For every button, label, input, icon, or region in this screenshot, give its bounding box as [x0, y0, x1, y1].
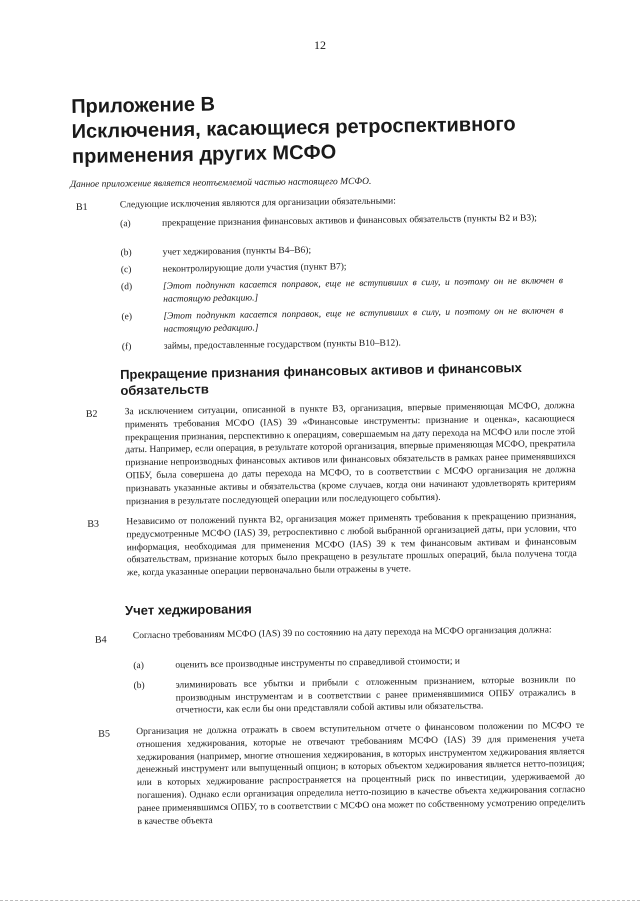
- list-item-text: оценить все производные инструменты по справедливой стоимости; и: [175, 656, 461, 671]
- paragraph-number-b4: B4: [94, 634, 107, 646]
- appendix-title-line2: Исключения, касающиеся ретроспективного: [71, 113, 516, 143]
- paragraph-number-b3: B3: [87, 518, 100, 530]
- paragraph-number-b2: B2: [85, 408, 98, 420]
- list-item-text: займы, предоставленные государством (пункты B10–B12).: [163, 338, 401, 352]
- list-marker: (b): [133, 681, 145, 692]
- list-item-text: [Этот подпункт касается поправок, еще не вступивших в силу, и поэтому он не включен в настоящую редакцию.]: [163, 306, 564, 335]
- list-marker: (d): [120, 282, 133, 293]
- list-marker: (a): [133, 661, 144, 672]
- list-marker: (b): [120, 248, 132, 259]
- list-item-text: учет хеджирования (пункты B4–B6);: [162, 245, 312, 258]
- list-item-text: элиминировать все убытки и прибыли с отложенным признанием, которые возникли по производным инструментам и в соответствии с ранее применявшимися ОПБУ отражались в отчетности, как если бы они представляли собой активы или обязательства.: [175, 675, 576, 716]
- page-number: 12: [314, 38, 326, 52]
- paragraph-b5-text: Организация не должна отражать в своем вступительном отчете о финансовом положении по МСФО те отношения хеджирования, которые не отвечают требованиям МСФО (IAS) 39 для применения учета хеджирования (например, многие отношения хеджирования, в которых инструментом хеджирования является денежный инструмент или выпущенный опцион; в которых объектом хеджирования является нетто-позиция; или в которых хеджирование распространяется на процентный риск по инвестиции, удерживаемой до погашения). Однако если организация определила нетто-позицию в качестве объекта хеджирования согласно ранее применявшимся ОПБУ, то в соответствии с МСФО она может по собственному усмотрению определить в качестве объекта: [136, 720, 586, 827]
- list-marker: (a): [120, 219, 131, 230]
- paragraph-b1-text: Следующие исключения являются для организации обязательными:: [119, 196, 396, 211]
- paragraph-b4-text: Согласно требованиям МСФО (IAS) 39 по состоянию на дату перехода на МСФО организация должна:: [132, 625, 552, 642]
- list-marker: (f): [121, 342, 132, 353]
- page-bottom-edge: [0, 900, 640, 905]
- list-item-text: неконтролирующие доли участия (пункт B7);: [162, 262, 347, 275]
- list-item-text: [Этот подпункт касается поправок, еще не вступивших в силу, и поэтому он не включен в настоящую редакцию.]: [162, 276, 564, 305]
- section-heading-hedge-accounting: Учет хеджирования: [125, 601, 252, 618]
- list-marker: (c): [120, 265, 132, 276]
- paragraph-number-b5: B5: [98, 728, 111, 740]
- appendix-intro: Данное приложение является неотъемлемой частью настоящего МСФО.: [70, 176, 372, 190]
- section-heading-line1: Прекращение признания финансовых активов и финансовых: [120, 359, 522, 382]
- section-heading-line2: обязательств: [120, 381, 209, 398]
- paragraph-b2-text: За исключением ситуации, описанной в пункте B3, организация, впервые применяющая МСФО, должна применять требования МСФО (IAS) 39 «Финансовые инструменты: признание и оценка», касающиеся прекращения признания, перспективно к операциям, совершаемым на дату перехода на МСФО или после этой даты. Например, если операция, в результате которой организация, впервые применяющая МСФО, прекратила признание непроизводных финансовых активов или финансовых обязательств в рамках ранее применявшихся ОПБУ, была совершена до даты перехода на МСФО, то в соответствии с МСФО организация не должна признавать указанные активы и обязательства (кроме случаев, когда они начинают удовлетворять критериям признания в результате последующей операции или последующего события).: [124, 401, 576, 507]
- appendix-title-line3: применения других МСФО: [71, 141, 337, 168]
- list-marker: (e): [121, 312, 133, 323]
- paragraph-b3-text: Независимо от положений пункта B2, организация может применять требования к прекращению признания, предусмотренные МСФО (IAS) 39, ретроспективно с любой выбранной организацией даты, при условии, что информация, необходимая для применения МСФО (IAS) 39 к тем финансовым активам и финансовым обязательствам, признание которых было прекращено в результате прошлых операций, была получена тогда же, когда указанные операции первоначально были отражены в учете.: [126, 511, 577, 579]
- list-item-text: прекращение признания финансовых активов и финансовых обязательств (пункты B2 и B3);: [162, 213, 537, 229]
- paragraph-number-b1: B1: [75, 201, 88, 213]
- appendix-title-line1: Приложение В: [71, 93, 216, 118]
